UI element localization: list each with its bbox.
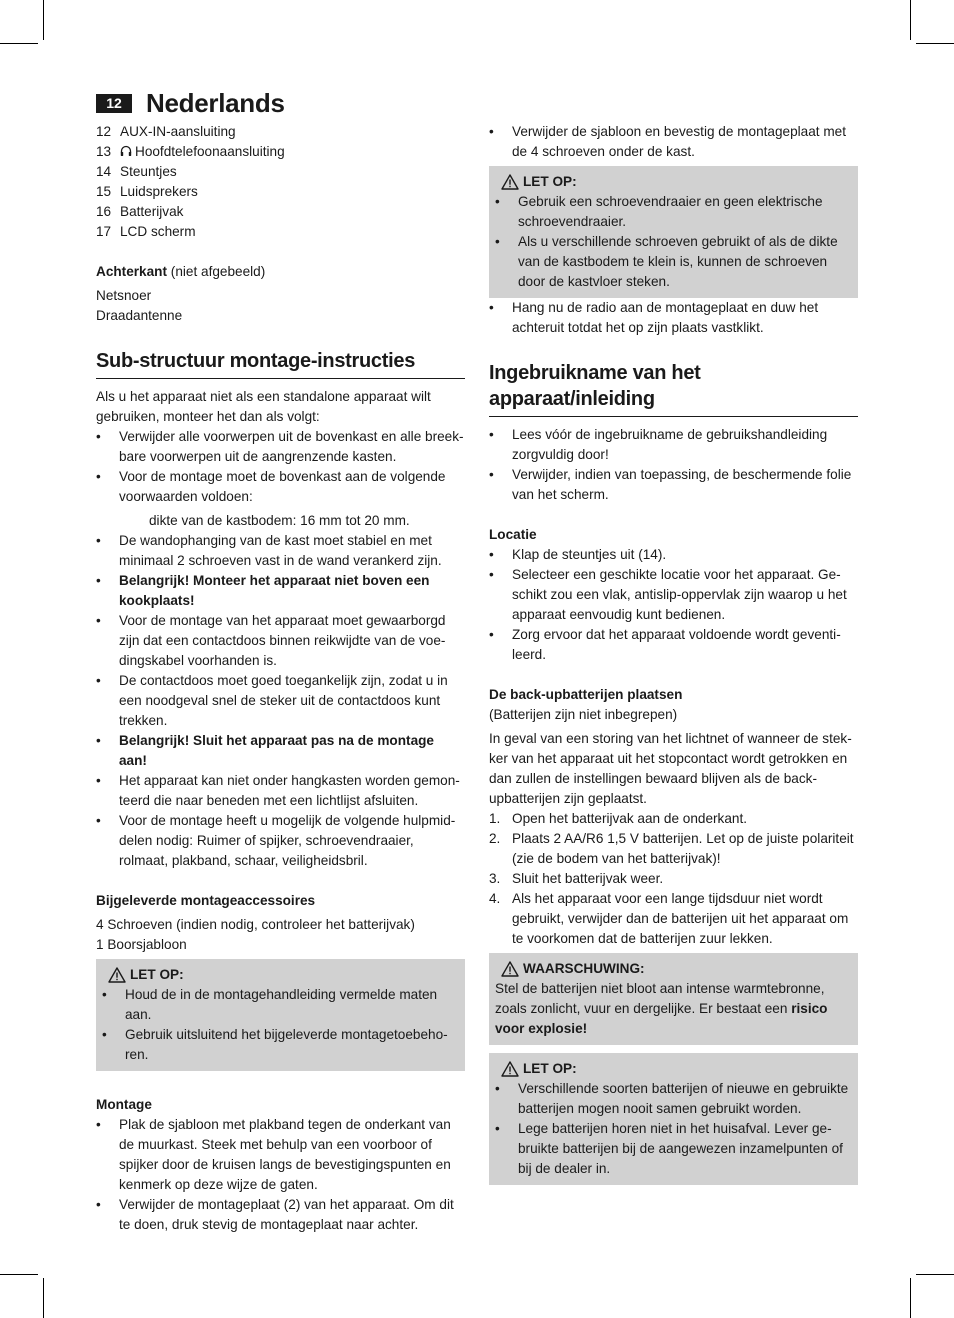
bullet-list (489, 425, 858, 505)
backup-intro: In geval van een storing van het lichtnet of wanneer de stek-ker van het apparaat uit het stopcontact wordt getrokken en dan zullen de instellingen bewaard blijven als de back-upbatterijen zijn geplaatst. (489, 731, 852, 806)
right-column (489, 122, 858, 1185)
section-title: Sub-structuur montage-instructies (96, 348, 465, 379)
warning-text: Stel de batterijen niet bloot aan intense warmtebronne, zoals zonlicht, vuur en dergelijke. Er bestaat een risico voor explosie! (495, 981, 828, 1036)
page-number: 12 (96, 94, 132, 113)
parts-list-item: 13 Hoofdtelefoonaansluiting (96, 144, 285, 159)
condition-text: dikte van de kastbodem: 16 mm tot 20 mm. (149, 513, 410, 528)
list-item: • De contactdoos moet goed toegankelijk zijn, zodat u in een noodgeval snel de steker uit de contactdoos kunt trekken. (96, 673, 448, 728)
list-item: 3. Sluit het batterijvak weer. (489, 871, 664, 886)
bullet-list (96, 427, 465, 507)
page-title: Nederlands (146, 88, 285, 118)
note-box-title: LET OP: (102, 965, 459, 985)
bullet-list (96, 1115, 465, 1235)
backup-subheading: (Batterijen zijn niet inbegrepen) (489, 707, 678, 722)
back-item: Draadantenne (96, 308, 183, 323)
list-item: • Voor de montage heeft u mogelijk de volgende hulpmid-delen nodig: Ruimer of spijker, schroevendraaier, rolmaat, plakband, schaar, veiligheidsbril. (96, 813, 456, 868)
list-item: 2. Plaats 2 AA/R6 1,5 V batterijen. Let op de juiste polariteit (zie de bodem van het batterijvak)! (489, 831, 854, 866)
headphones-icon (120, 145, 132, 157)
list-item: • Verschillende soorten batterijen of nieuwe en gebruikte batterijen mogen nooit samen gebruikt worden. (495, 1081, 849, 1116)
page-header (96, 86, 285, 120)
parts-list-item: 17 LCD scherm (96, 224, 196, 239)
list-item: • Verwijder de sjabloon en bevestig de montageplaat met de 4 schroeven onder de kast. (489, 124, 847, 159)
list-item: • Lege batterijen horen niet in het huisafval. Lever ge-bruikte batterijen bij de aangewezen inzamelpunten of bij de dealer in. (495, 1121, 843, 1176)
warning-box-title: WAARSCHUWING: (495, 959, 852, 979)
intro-text: Als u het apparaat niet als een standalone apparaat wilt gebruiken, monteer het dan als volgt: (96, 389, 431, 424)
bullet-list (489, 298, 858, 338)
crop-mark (43, 0, 44, 40)
warning-triangle-icon (501, 961, 519, 977)
warning-triangle-icon (501, 1061, 519, 1077)
list-item: • Klap de steuntjes uit (14). (489, 547, 667, 562)
list-item: • Houd de in de montagehandleiding vermelde maten aan. (102, 987, 438, 1022)
section-title: Ingebruikname van het apparaat/inleiding (489, 360, 858, 417)
note-box-title: LET OP: (495, 1059, 852, 1079)
crop-mark (910, 1278, 911, 1318)
crop-mark (0, 43, 38, 44)
list-item: 1. Open het batterijvak aan de onderkant. (489, 811, 748, 826)
list-item: • De wandophanging van de kast moet stabiel en met minimaal 2 schroeven vast in de wand verankerd zijn. (96, 533, 442, 568)
list-item: • Als u verschillende schroeven gebruikt of als de dikte van de kastbodem te klein is, kunnen de schroeven door de kastvloer steken. (495, 234, 838, 289)
warning-triangle-icon (501, 174, 519, 190)
back-item: Netsnoer (96, 288, 152, 303)
bullet-list (96, 531, 465, 871)
warning-triangle-icon (108, 967, 126, 983)
numbered-list (489, 809, 858, 949)
bullet-list (489, 545, 858, 665)
parts-list-item: 16 Batterijvak (96, 204, 184, 219)
note-list (495, 1079, 852, 1179)
accessories-line: 4 Schroeven (indien nodig, controleer het batterijvak) (96, 917, 415, 932)
left-column (96, 122, 465, 1235)
list-item: • Verwijder, indien van toepassing, de beschermende folie van het scherm. (489, 467, 852, 502)
accessories-line: 1 Boorsjabloon (96, 937, 187, 952)
crop-mark (0, 1274, 38, 1275)
list-item: • Voor de montage moet de bovenkast aan de volgende voorwaarden voldoen: (96, 469, 446, 504)
accessories-heading: Bijgeleverde montageaccessoires (96, 893, 316, 908)
parts-list (96, 122, 465, 242)
list-item: • Belangrijk! Monteer het apparaat niet boven een kookplaats! (96, 573, 430, 608)
list-item: • Gebruik uitsluitend het bijgeleverde montagetoebeho-ren. (102, 1027, 448, 1062)
crop-mark (910, 0, 911, 40)
back-heading: Achterkant (niet afgebeeld) (96, 264, 266, 279)
parts-list-item: 15 Luidsprekers (96, 184, 198, 199)
list-item: • Zorg ervoor dat het apparaat voldoende wordt geventi-leerd. (489, 627, 841, 662)
note-list (102, 985, 459, 1065)
backup-heading: De back-upbatterijen plaatsen (489, 687, 683, 702)
crop-mark (916, 1274, 954, 1275)
list-item: • Gebruik een schroevendraaier en geen elektrische schroevendraaier. (495, 194, 823, 229)
crop-mark (916, 43, 954, 44)
list-item: • Plak de sjabloon met plakband tegen de onderkant van de muurkast. Steek met behulp van een voorboor of spijker door de kruisen langs de bevestigingspunten en kenmerk op deze wijze de gaten. (96, 1117, 451, 1192)
crop-mark (43, 1278, 44, 1318)
note-list (495, 192, 852, 292)
list-item: • Verwijder de montageplaat (2) van het apparaat. Om dit te doen, druk stevig de montageplaat naar achter. (96, 1197, 454, 1232)
list-item: • Voor de montage van het apparaat moet gewaarborgd zijn dat een contactdoos binnen reikwijdte van de voe-dingskabel voorhanden is. (96, 613, 446, 668)
note-box (489, 1053, 858, 1185)
list-item: • Het apparaat kan niet onder hangkasten worden gemon-teerd die naar beneden met een lichtlijst afsluiten. (96, 773, 460, 808)
note-box-title: LET OP: (495, 172, 852, 192)
note-box (489, 166, 858, 298)
list-item: 4. Als het apparaat voor een lange tijdsduur niet wordt gebruikt, verwijder dan de batterijen uit het apparaat om te voorkomen dat de batterijen zuur lekken. (489, 891, 849, 946)
warning-box (489, 953, 858, 1045)
list-item: • Lees vóór de ingebruikname de gebruikshandleiding zorgvuldig door! (489, 427, 828, 462)
note-box (96, 959, 465, 1071)
location-heading: Locatie (489, 527, 537, 542)
parts-list-item: 12 AUX-IN-aansluiting (96, 124, 236, 139)
list-item: • Hang nu de radio aan de montageplaat en duw het achteruit totdat het op zijn plaats vastklikt. (489, 300, 819, 335)
parts-list-item: 14 Steuntjes (96, 164, 177, 179)
list-item: • Belangrijk! Sluit het apparaat pas na de montage aan! (96, 733, 434, 768)
list-item: • Verwijder alle voorwerpen uit de bovenkast en alle breek-bare voorwerpen uit de aangrenzende kasten. (96, 429, 464, 464)
montage-heading: Montage (96, 1097, 152, 1112)
list-item: • Selecteer een geschikte locatie voor het apparaat. Ge-schikt zou een vlak, antislip-oppervlak zijn waarop u het apparaat eenvoudig kunt bedienen. (489, 567, 847, 622)
bullet-list (489, 122, 858, 162)
